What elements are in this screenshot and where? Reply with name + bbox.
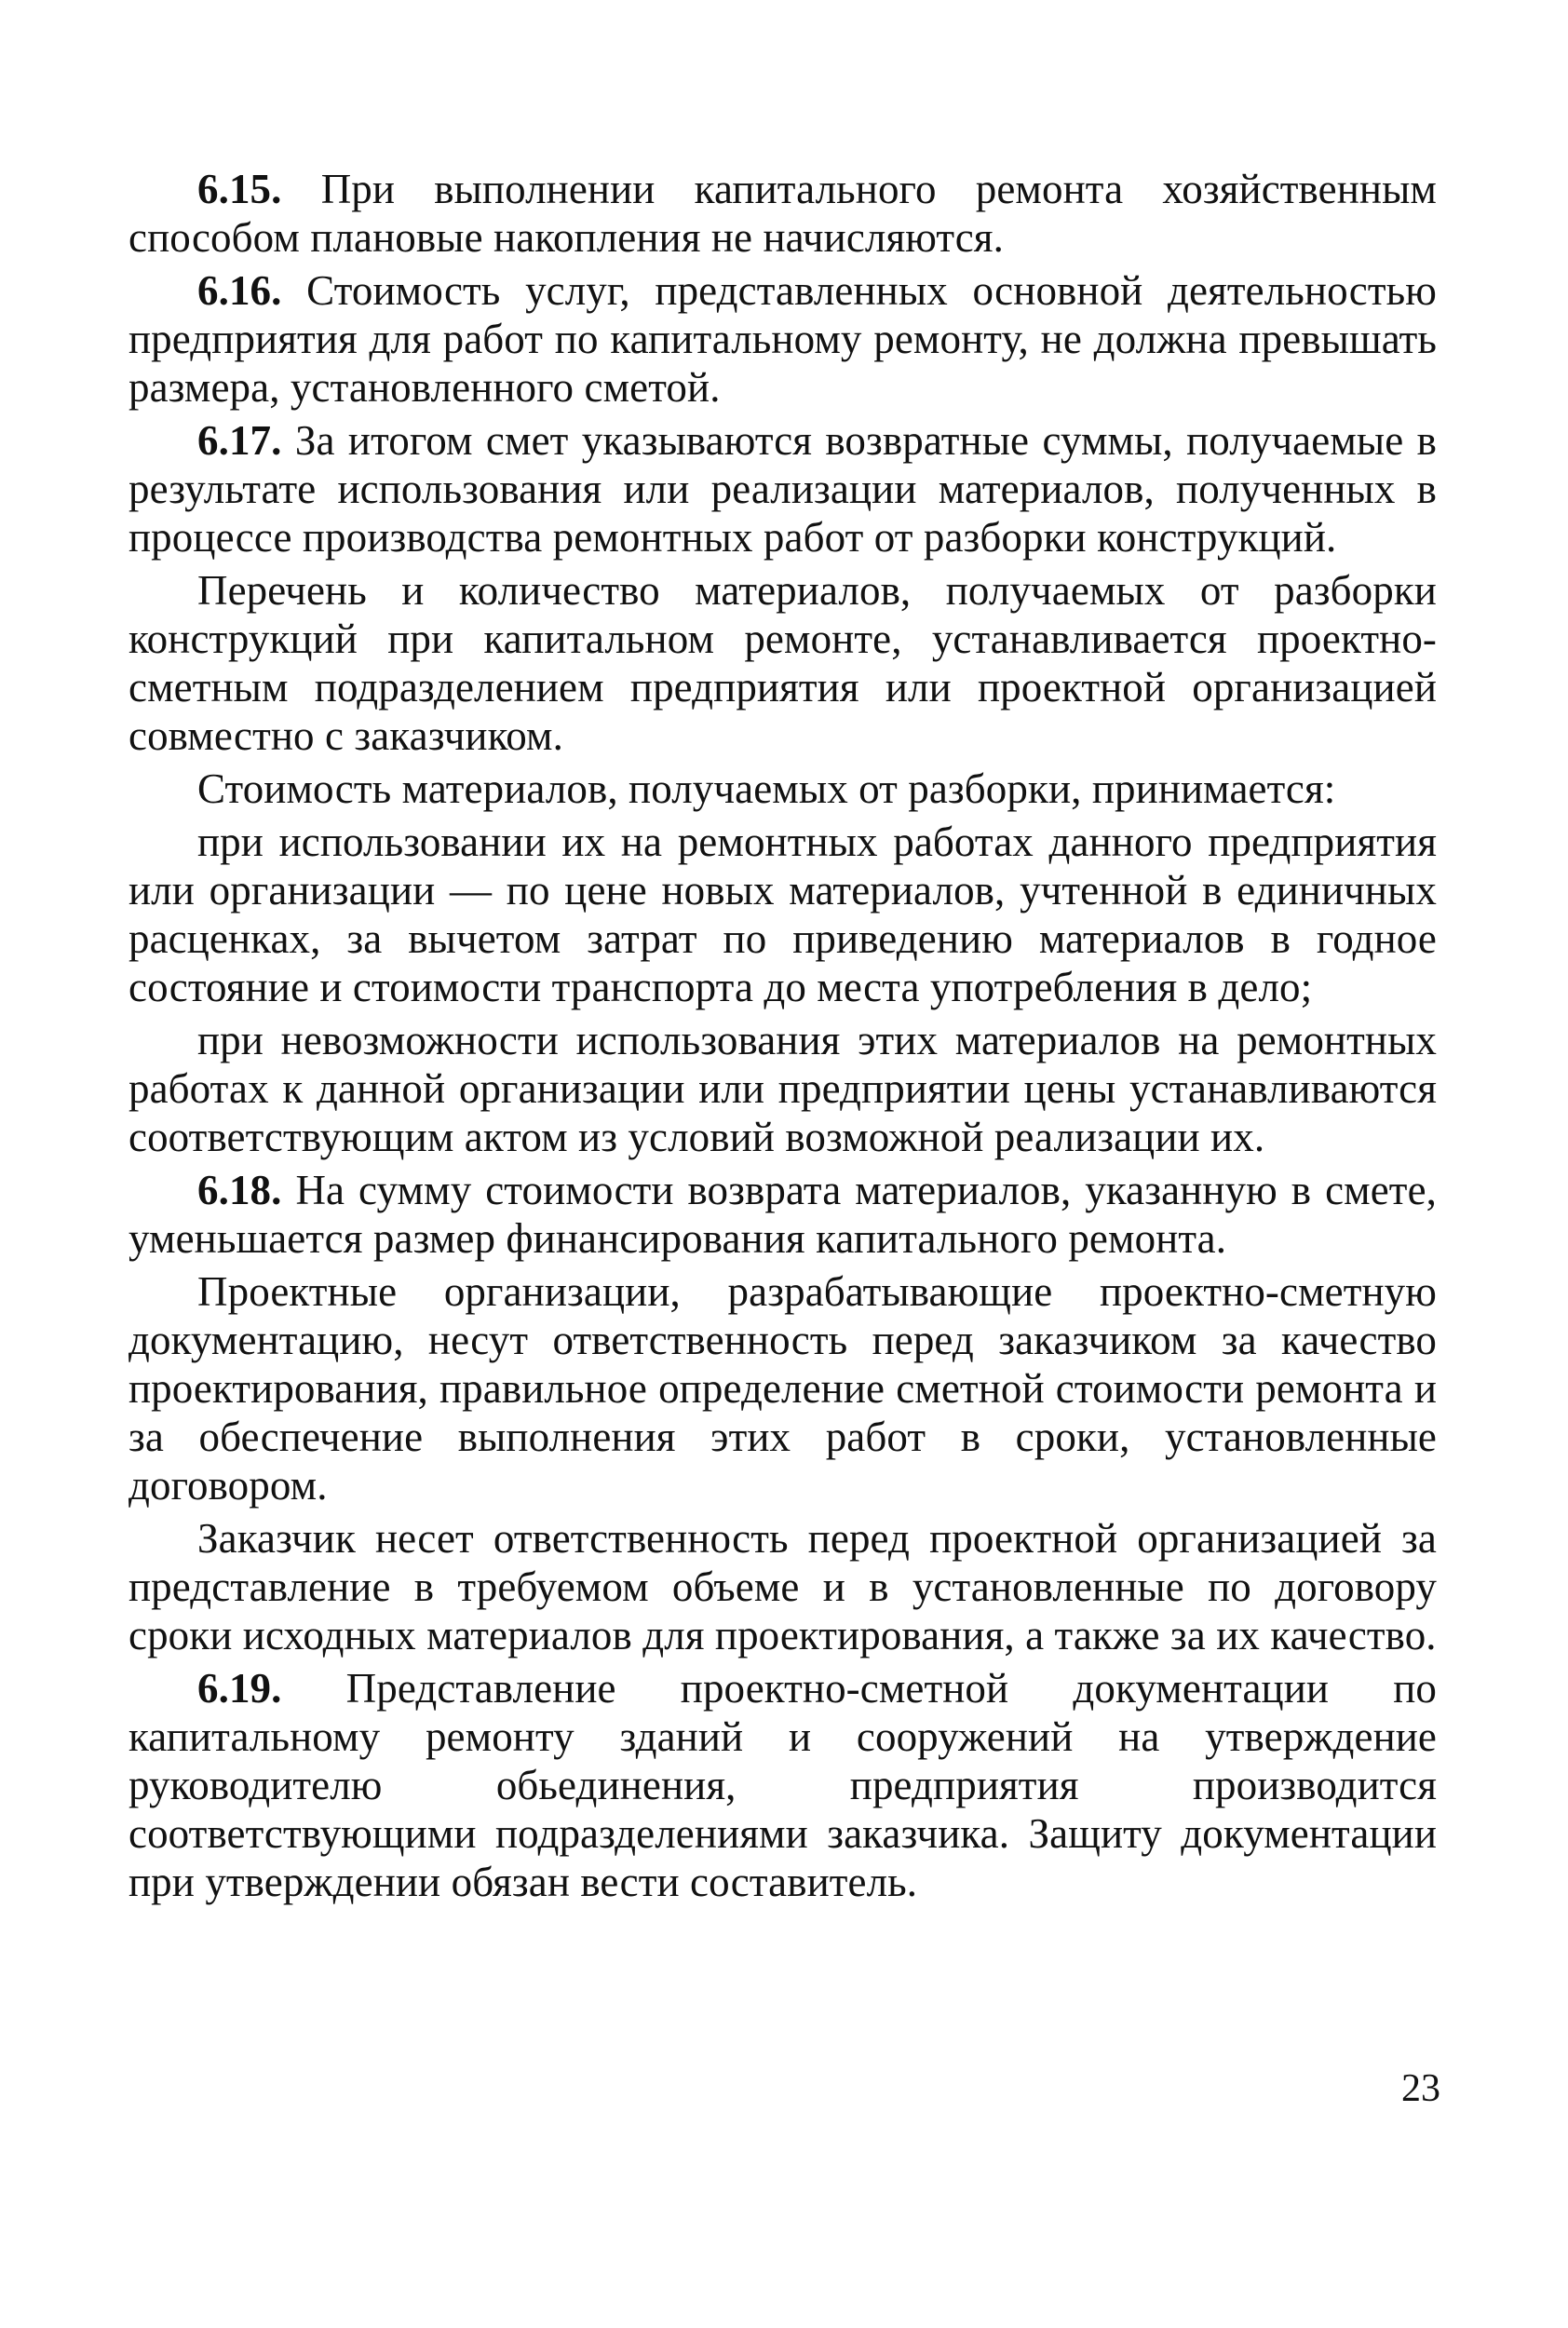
paragraph-text: при использовании их на ремонтных работах данного предприятия или организации — по цене новых материалов, учтенной в единичных расценках, за вычетом затрат по приведению материалов в годное состояние и стоимости транспорта до места употребления в дело; [128, 819, 1437, 1010]
paragraph-text: На сумму стоимости возврата материалов, указанную в смете, уменьшается размер финансирования капитального ремонта. [128, 1167, 1437, 1262]
paragraph-6-15 [128, 165, 1437, 262]
paragraph-text: За итогом смет указываются возвратные суммы, получаемые в результате использования или реализации материалов, полученных в процессе производства ремонтных работ от разборки конструкций. [128, 417, 1437, 561]
paragraph-materials-cost [128, 765, 1437, 813]
paragraph-text: Проектные организации, разрабатывающие проектно-сметную документацию, несут ответственность перед заказчиком за качество проектирования, правильное определение сметной стоимости ремонта и за обеспечение выполнения этих работ в сроки, установленные договором. [128, 1268, 1437, 1509]
paragraph-6-18 [128, 1166, 1437, 1263]
paragraph-6-19 [128, 1664, 1437, 1906]
paragraph-text: при невозможности использования этих материалов на ремонтных работах к данной организации или предприятии цены устанавливаются соответствующим актом из условий возможной реализации их. [128, 1017, 1437, 1160]
paragraph-text: Заказчик несет ответственность перед проектной организацией за представление в требуемом объеме и в установленные по договору сроки исходных материалов для проектирования, а также за их качество. [128, 1515, 1437, 1658]
clause-number: 6.17. [197, 417, 282, 464]
paragraph-text: Перечень и количество материалов, получаемых от разборки конструкций при капитальном ремонте, устанавливается проектно-сметным подразделением предприятия или проектной организацией совместно с заказчиком. [128, 567, 1437, 759]
paragraph-materials-list [128, 566, 1437, 760]
page-number: 23 [1401, 2067, 1440, 2110]
clause-number: 6.16. [197, 267, 282, 314]
clause-number: 6.19. [197, 1665, 282, 1712]
paragraph-6-17 [128, 416, 1437, 562]
paragraph-text: Стоимость услуг, представленных основной деятельностью предприятия для работ по капитальному ремонту, не должна превышать размера, установленного сметой. [128, 267, 1437, 411]
paragraph-no-reuse [128, 1016, 1437, 1161]
paragraph-design-orgs [128, 1267, 1437, 1509]
paragraph-text: Стоимость материалов, получаемых от разборки, принимается: [197, 765, 1336, 812]
clause-number: 6.18. [197, 1167, 282, 1213]
paragraph-reuse [128, 818, 1437, 1011]
clause-number: 6.15. [197, 166, 282, 212]
body-text [128, 165, 1437, 1911]
paragraph-text: Представление проектно-сметной документации по капитальному ремонту зданий и сооружений на утверждение руководителю обьединения, предприятия производится соответствующими подразделениями заказчика. Защиту документации при утверждении обязан вести составитель. [128, 1665, 1437, 1905]
paragraph-customer [128, 1514, 1437, 1659]
paragraph-text: При выполнении капитального ремонта хозяйственным способом плановые накопления не начисляются. [128, 166, 1437, 261]
paragraph-6-16 [128, 266, 1437, 412]
